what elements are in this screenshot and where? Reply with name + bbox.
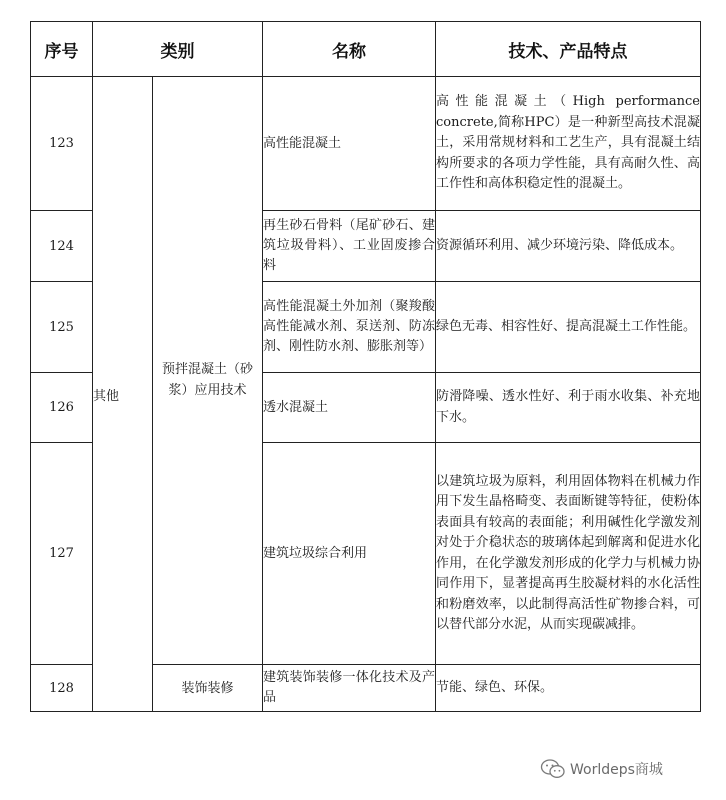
row-features: 绿色无毒、相容性好、提高混凝土工作性能。 xyxy=(436,282,701,373)
row-name: 建筑装饰装修一体化技术及产品 xyxy=(263,665,436,712)
row-name: 高性能混凝土 xyxy=(263,77,436,211)
header-category: 类别 xyxy=(93,22,263,77)
header-row xyxy=(31,22,701,77)
category-ready-mix-cell xyxy=(153,77,263,665)
row-name: 建筑垃圾综合利用 xyxy=(263,443,436,665)
row-name: 高性能混凝土外加剂（聚羧酸高性能减水剂、泵送剂、防冻剂、刚性防水剂、膨胀剂等） xyxy=(263,282,436,373)
row-index: 127 xyxy=(31,443,93,665)
product-table xyxy=(30,21,701,712)
header-name: 名称 xyxy=(263,22,436,77)
row-features: 节能、绿色、环保。 xyxy=(436,665,701,712)
category-decoration-cell xyxy=(153,665,263,712)
header-features: 技术、产品特点 xyxy=(436,22,701,77)
category-top: 其他 xyxy=(93,388,120,404)
watermark xyxy=(540,758,663,780)
row-index: 123 xyxy=(31,77,93,211)
row-features: 以建筑垃圾为原料，利用固体物料在机械力作用下发生晶格畸变、表面断键等特征，使粉体表面具有较高的表面能；利用碱性化学激发剂对处于介稳状态的玻璃体起到解离和促进水化作用，在化学激发剂形成的化学力与机械力协同作用下，显著提高再生胶凝材料的水化活性和粉磨效率，以此制得高活性矿物掺合料，可以替代部分水泥，从而实现碳减排。 xyxy=(436,443,701,665)
category-ready-mix: 预拌混凝土（砂浆）应用技术 xyxy=(161,361,253,398)
category-top-cell xyxy=(93,77,153,712)
category-decoration: 装饰装修 xyxy=(181,680,234,696)
row-index: 128 xyxy=(31,665,93,712)
row-name: 透水混凝土 xyxy=(263,373,436,443)
row-index: 126 xyxy=(31,373,93,443)
row-features: 高性能混凝土（High performance concrete,简称HPC）是一种新型高技术混凝土，采用常规材料和工艺生产，具有混凝土结构所要求的各项力学性能，具有高耐久性、高工作性和高体积稳定性的混凝土。 xyxy=(436,77,701,211)
row-name: 再生砂石骨料（尾矿砂石、建筑垃圾骨料）、工业固废掺合料 xyxy=(263,211,436,282)
row-index: 125 xyxy=(31,282,93,373)
watermark-text: Worldeps商城 xyxy=(570,762,663,778)
row-features: 防滑降噪、透水性好、利于雨水收集、补充地下水。 xyxy=(436,373,701,443)
row-index: 124 xyxy=(31,211,93,282)
row-features: 资源循环利用、减少环境污染、降低成本。 xyxy=(436,211,701,282)
table-row xyxy=(31,77,701,211)
wechat-icon xyxy=(540,758,566,780)
header-index: 序号 xyxy=(31,22,93,77)
